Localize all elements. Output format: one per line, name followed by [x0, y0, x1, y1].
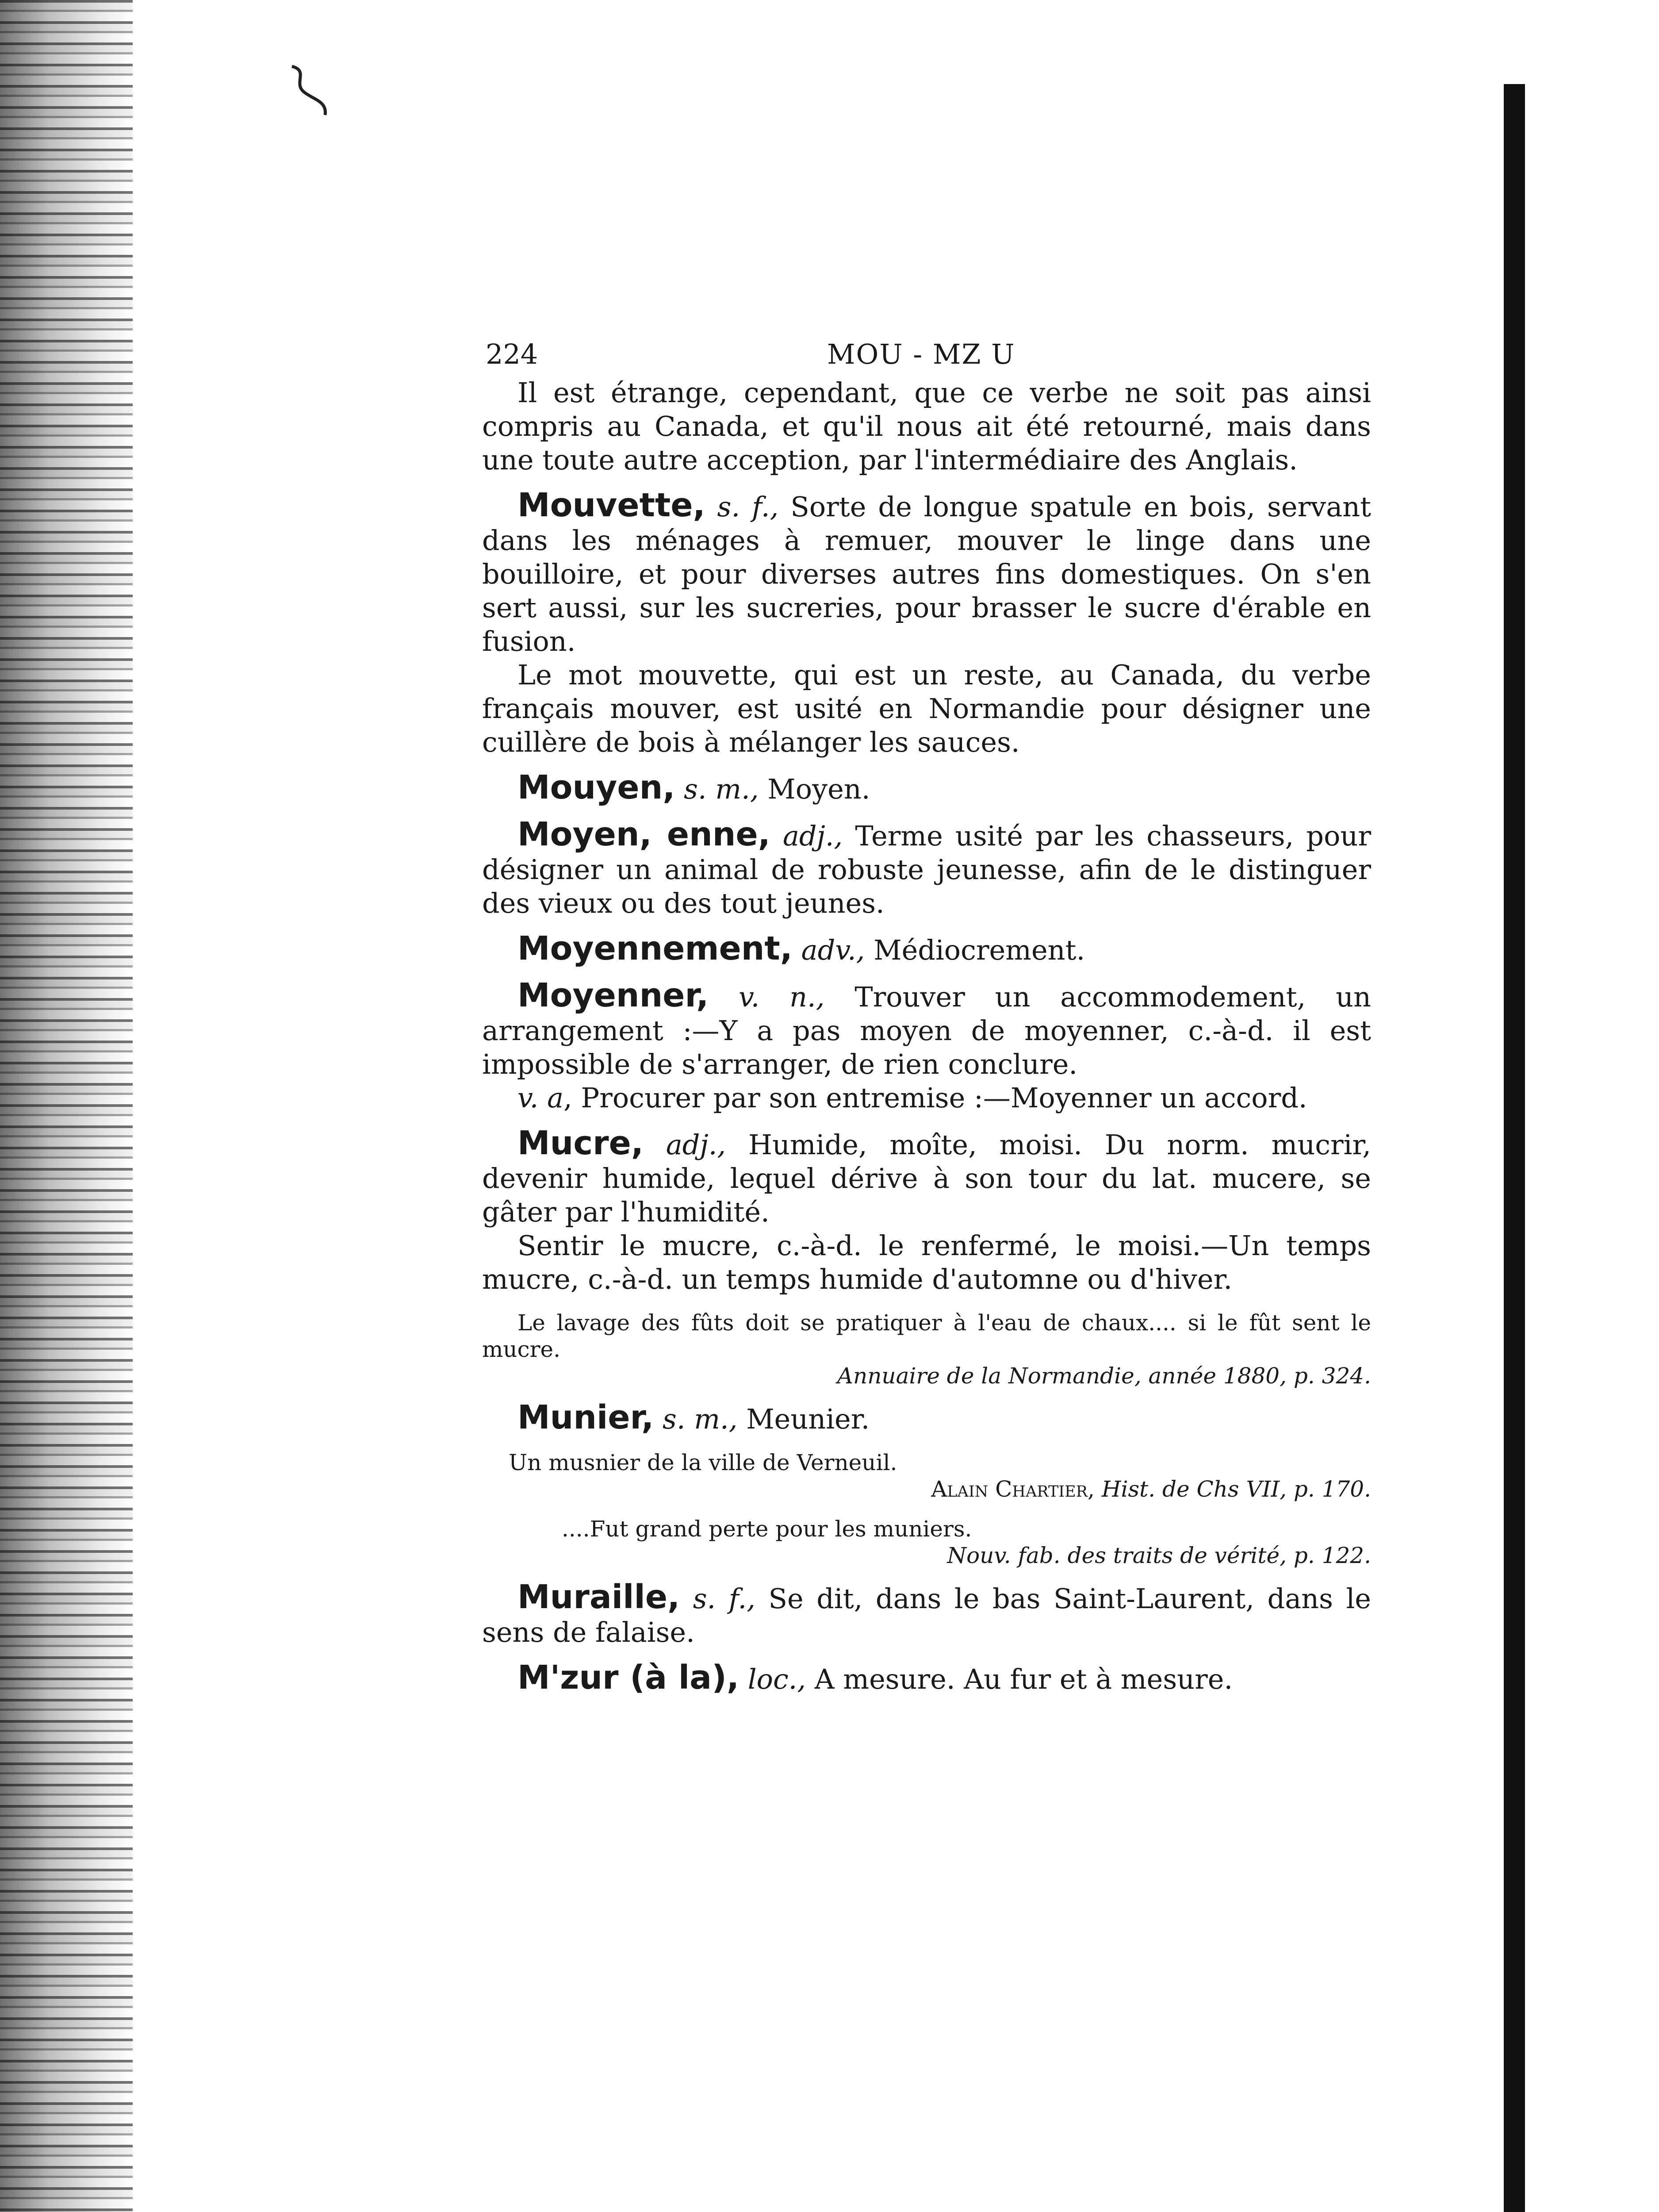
- definition: Terme usité par les chasseurs, pour désigner un animal de robuste jeunesse, afin de le distinguer des vieux ou des tout jeunes.: [482, 820, 1371, 919]
- definition: Sorte de longue spatule en bois, servant dans les ménages à remuer, mouver le linge dans une bouilloire, et pour diverses autres fins domestiques. On s'en sert aussi, sur les sucreries, pour brasser le sucre d'érable en fusion.: [482, 491, 1372, 657]
- entry-mouvette: [482, 488, 1371, 759]
- grammar-label: adj.,: [782, 820, 843, 852]
- grammar-label: s. f.,: [717, 491, 779, 523]
- entry-note: Sentir le mucre, c.-à-d. le renfermé, le moisi.—Un temps mucre, c.-à-d. un temps humide d'automne ou d'hiver.: [482, 1229, 1371, 1295]
- citation-work: Hist. de Chs VII, p. 170.: [1101, 1476, 1371, 1502]
- page-header: [482, 327, 1371, 376]
- citation: [482, 1310, 1371, 1389]
- grammar-label: v. n.,: [738, 981, 825, 1013]
- citation-source: Nouv. fab. des traits de vérité, p. 122.: [947, 1543, 1371, 1568]
- definition: Médiocrement.: [874, 934, 1085, 966]
- entry-muraille: [482, 1580, 1371, 1649]
- headword: Mucre,: [517, 1124, 644, 1162]
- citation-source: Annuaire de la Normandie, année 1880, p. 324.: [837, 1363, 1371, 1389]
- headword: Moyennement,: [517, 929, 793, 968]
- entry-mzur: [482, 1661, 1371, 1696]
- citation-text: ....Fut grand perte pour les muniers.: [562, 1516, 972, 1542]
- page-number: 224: [486, 338, 538, 370]
- grammar-label: adv.,: [801, 934, 865, 966]
- headword: Mouyen,: [517, 768, 675, 806]
- pencil-mark-icon: [283, 62, 332, 119]
- headword: M'zur (à la),: [517, 1659, 739, 1697]
- citation-author: Alain Chartier,: [931, 1476, 1095, 1502]
- grammar-label: adj.,: [666, 1129, 726, 1161]
- definition: Trouver un accommodement, un arrangement :—Y a pas moyen de moyenner, c.-à-d. il est impossible de s'arranger, de rien conclure.: [482, 981, 1371, 1080]
- running-head: MOU - MZ U: [827, 338, 1015, 370]
- grammar-label: loc.,: [747, 1663, 806, 1695]
- entry-munier: [482, 1398, 1371, 1569]
- definition: A mesure. Au fur et à mesure.: [814, 1663, 1233, 1695]
- citation-text: Un musnier de la ville de Verneuil.: [509, 1450, 897, 1475]
- entry-moyenner: [482, 976, 1371, 1115]
- citation: [482, 1449, 1371, 1502]
- definition: Humide, moîte, moisi. Du norm. mucrir, devenir humide, lequel dérive à son tour du lat. mucere, se gâter par l'humidité.: [482, 1129, 1371, 1228]
- entry-mucre: [482, 1126, 1371, 1389]
- headword: Munier,: [517, 1398, 654, 1436]
- grammar-label: s. f.,: [693, 1582, 755, 1615]
- definition: Meunier.: [746, 1403, 870, 1435]
- entry-note: Le mot mouvette, qui est un reste, au Canada, du verbe français mouver, est usité en Normandie pour désigner une cuillère de bois à mélanger les sauces.: [482, 659, 1371, 758]
- headword: Muraille,: [517, 1578, 680, 1616]
- definition: Moyen.: [767, 773, 870, 805]
- entry-moyen: [482, 815, 1371, 920]
- scan-binding-shadow: [1504, 84, 1525, 2212]
- grammar-label: s. m.,: [663, 1403, 738, 1435]
- citation-text: Le lavage des fûts doit se pratiquer à l'eau de chaux.... si le fût sent le mucre.: [482, 1310, 1371, 1362]
- page-body: [482, 376, 1371, 1696]
- definition: Se dit, dans le bas Saint-Laurent, dans le sens de falaise.: [482, 1582, 1371, 1648]
- headword: Moyenner,: [517, 976, 709, 1014]
- grammar-label: s. m.,: [684, 773, 759, 805]
- definition: , Procurer par son entremise :—Moyenner un accord.: [563, 1082, 1307, 1114]
- headword: Moyen, enne,: [517, 815, 770, 853]
- entry-moyennement: [482, 929, 1371, 968]
- dictionary-page: [482, 327, 1371, 1696]
- intro-paragraph: Il est étrange, cependant, que ce verbe ne soit pas ainsi compris au Canada, et qu'il nous ait été retourné, mais dans une toute autre acception, par l'intermédiaire des Anglais.: [482, 376, 1371, 476]
- entry-mouyen: [482, 768, 1371, 806]
- scan-edge-noise: [0, 0, 133, 2212]
- citation: [482, 1516, 1371, 1569]
- grammar-label: v. a: [517, 1082, 564, 1114]
- headword: Mouvette,: [517, 486, 705, 524]
- entry-sense-2: [482, 1081, 1371, 1115]
